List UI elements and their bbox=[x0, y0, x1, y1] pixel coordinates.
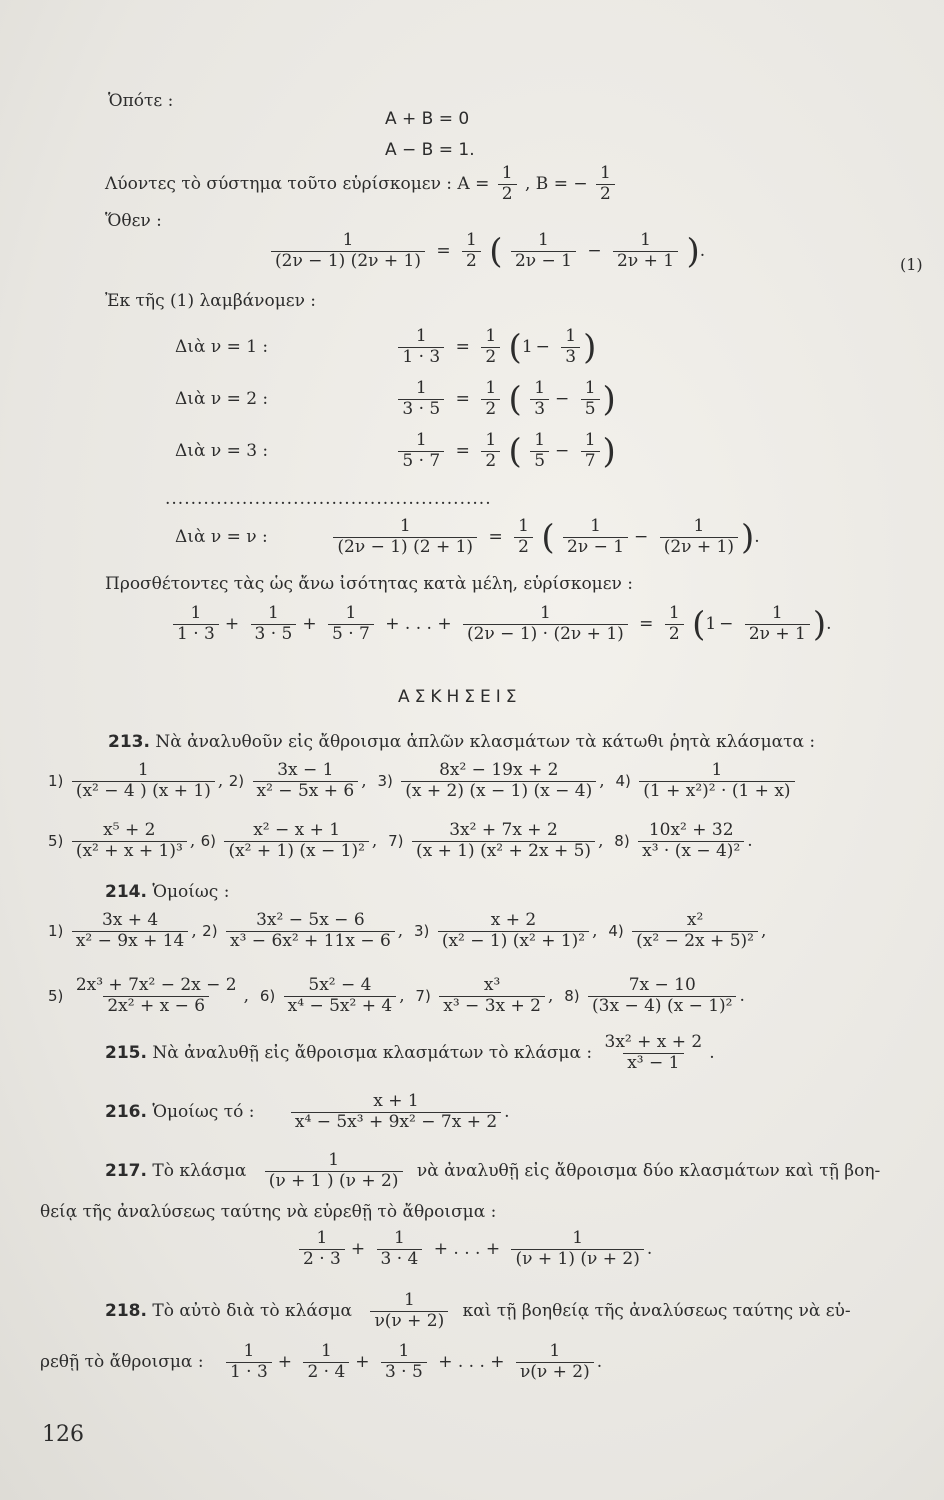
exercise-214-row-1: 1) $\frac{3x + 4}{\text{x² − 9x + 14}}$ , 2) $\frac{\text{3x² − 5x − 6}}{\text{x³ − 6x² + 11x − 6}}$ , 3) $\frac{x + 2}{\text{(x² − 1) (x² + 1)²}}$ , 4) $\frac{\text{x²}}{\text{(x² − 2x + 5)²}}$ , bbox=[48, 910, 767, 951]
sum-term-1 bbox=[173, 605, 219, 644]
exercise-number: 216. bbox=[105, 1101, 147, 1122]
exercise-218-line-1 bbox=[105, 1292, 851, 1331]
exercise-number: 218. bbox=[105, 1300, 147, 1321]
case-fraction bbox=[398, 432, 444, 471]
exercise-text: Νὰ ἀναλυθοῦν εἰς ἄθροισμα ἁπλῶν κλασμάτων τὰ κάτωθι ῥητὰ κλάσματα : bbox=[155, 732, 816, 752]
denominator: x² − 9x + 14 bbox=[72, 931, 189, 951]
item-fraction bbox=[588, 977, 736, 1016]
denominator: (x² + x + 1)³ bbox=[72, 841, 187, 861]
sum-term-n bbox=[516, 1343, 594, 1382]
numerator: 1 bbox=[190, 603, 202, 623]
exercise-text: νὰ ἀναλυθῇ εἰς ἄθροισμα δύο κλασμάτων καὶ τῇ βοη- bbox=[416, 1160, 881, 1181]
exercise-text: Τὸ αὐτὸ διὰ τὸ κλάσμα bbox=[152, 1300, 353, 1321]
denominator: (x + 2) (x − 1) (x − 4) bbox=[401, 781, 596, 801]
denominator: 2ν + 1 bbox=[745, 624, 810, 644]
item-label: 4) bbox=[615, 771, 631, 790]
item-label: 3) bbox=[377, 771, 393, 790]
denominator: 1 · 3 bbox=[226, 1362, 272, 1382]
numerator: 1 bbox=[501, 163, 513, 183]
numerator: 1 bbox=[485, 326, 497, 346]
item-label: 6) bbox=[200, 831, 217, 850]
denominator: (2ν − 1) · (2ν + 1) bbox=[463, 624, 628, 644]
item-label: 1) bbox=[48, 921, 64, 940]
numerator: 1 bbox=[590, 516, 601, 536]
numerator: 1 bbox=[345, 603, 357, 623]
denominator: 2 bbox=[498, 184, 517, 204]
case-label: Διὰ ν = 1 : bbox=[175, 336, 269, 357]
fraction-a bbox=[498, 165, 517, 204]
sum-dots: + . . . + bbox=[438, 1351, 505, 1372]
half-fraction bbox=[462, 232, 481, 271]
fraction-2np1 bbox=[613, 232, 678, 271]
numerator: 7x − 10 bbox=[628, 975, 696, 995]
sum-term-1 bbox=[226, 1343, 272, 1382]
numerator: 1 bbox=[415, 378, 427, 398]
numerator: 1 bbox=[539, 603, 551, 623]
numerator: 3x² + x + 2 bbox=[604, 1032, 703, 1052]
item-fraction bbox=[72, 912, 189, 951]
item-fraction bbox=[72, 977, 241, 1016]
case-label: Διὰ ν = 2 : bbox=[175, 388, 269, 409]
exercise-216: 216. Ὁμοίως τό : $\frac{x + 1}{\text{x⁴ − 5x³ + 9x² − 7x + 2}}$ . bbox=[105, 1091, 510, 1132]
denominator: 5 bbox=[581, 399, 600, 419]
exercise-214-row-2: 5) $\frac{\text{2x³ + 7x² − 2x − 2}}{\text{2x² + x − 6}}$ , 6) $\frac{\text{5x² − 4}}{\text{x⁴ − 5x² + 4}}$ , 7) $\frac{\text{x³}}{\text{x³ − 3x + 2}}$ , 8) $\frac{7x - 10}{\text{(3x − 4) (x − 1)²}}$ . bbox=[48, 975, 745, 1016]
exercise-fraction bbox=[291, 1093, 501, 1132]
case-label: Διὰ ν = 3 : bbox=[175, 440, 269, 461]
fraction-b bbox=[596, 165, 615, 204]
item-fraction bbox=[72, 822, 187, 861]
denominator: x² − 5x + 6 bbox=[253, 781, 359, 801]
numerator: 1 bbox=[640, 230, 651, 250]
sum-term-1 bbox=[299, 1230, 345, 1269]
exercise-number: 213. bbox=[108, 732, 150, 752]
item-fraction bbox=[639, 762, 794, 801]
item-label: 2) bbox=[228, 771, 245, 790]
numerator: 1 bbox=[328, 1150, 340, 1170]
numerator: 1 bbox=[485, 378, 497, 398]
half-fraction bbox=[481, 328, 500, 367]
numerator: x⁵ + 2 bbox=[103, 820, 156, 840]
term-fraction bbox=[561, 328, 580, 367]
denominator: 2 bbox=[665, 624, 684, 644]
case-row: Διὰ ν = 2 : $\frac{1}{3 \cdot 5}$ = $\frac{1}{2}$ ( $\frac{1}{3}$ − $\frac{1}{5}$ ) bbox=[175, 378, 616, 420]
numerator: 1 bbox=[485, 430, 497, 450]
exercise-text: καὶ τῇ βοηθείᾳ τῆς ἀναλύσεως ταύτης νὰ εὑ- bbox=[462, 1300, 851, 1321]
denominator: (1 + x²)² · (1 + x) bbox=[639, 781, 794, 801]
exercise-text: Ὁμοίως : bbox=[152, 882, 230, 902]
numerator: 1 bbox=[584, 430, 596, 450]
exercise-213-row-2: 5) $\frac{\text{x⁵ + 2}}{\text{(x² + x + 1)³}}$ , 6) $\frac{\text{x² − x + 1}}{\text{(x² + 1) (x − 1)²}}$ , 7) $\frac{\text{3x² + 7x + 2}}{\text{(x + 1) (x² + 2x + 5)}}$ , 8) $\frac{\text{10x² + 32}}{\text{x³ · (x − 4)²}}$ . bbox=[48, 820, 753, 861]
sum-term-3 bbox=[328, 605, 374, 644]
numerator: 1 bbox=[316, 1228, 328, 1248]
exercise-213-row-1: 1) $\frac{1}{\text{(x² − 4 ) (x + 1)}}$ , 2) $\frac{3x - 1}{\text{x² − 5x + 6}}$ , 3) $\frac{\text{8x² − 19x + 2}}{(x + 2) (x - 1) (x - 4)}$ , 4) $\frac{1}{\text{(1 + x²)² · (1 + x)}}$ bbox=[48, 762, 798, 801]
denominator: (ν + 1) (ν + 2) bbox=[511, 1249, 643, 1269]
denominator: 2 bbox=[462, 251, 481, 271]
item-fraction bbox=[438, 912, 589, 951]
denominator: 7 bbox=[581, 451, 600, 471]
denominator: 2 bbox=[514, 537, 533, 557]
numerator: 1 bbox=[399, 516, 411, 536]
sum-dots: + . . . + bbox=[433, 1238, 501, 1259]
numerator: 1 bbox=[466, 230, 477, 250]
numerator: 3x + 4 bbox=[101, 910, 159, 930]
numerator: 1 bbox=[415, 326, 427, 346]
term-fraction-b bbox=[581, 432, 600, 471]
exercise-213-heading bbox=[108, 733, 815, 752]
exercise-number: 214. bbox=[105, 882, 147, 902]
page-number: 126 bbox=[42, 1422, 84, 1447]
case-row-n: Διὰ ν = ν : $\frac{1}{(2\nu - 1) (2 + 1)}$ = $\frac{1}{2}$ ( $\frac{1}{2\nu - 1}$ − $\frac{1}{(2\nu + 1)}$ ). bbox=[175, 516, 760, 558]
sum-term-2 bbox=[251, 605, 297, 644]
half-fraction bbox=[481, 380, 500, 419]
b-eq-text: , B = − bbox=[525, 173, 588, 194]
denominator: (ν + 1 ) (ν + 2) bbox=[265, 1171, 403, 1191]
denominator: (x + 1) (x² + 2x + 5) bbox=[412, 841, 595, 861]
denominator: 2x² + x − 6 bbox=[103, 996, 209, 1016]
denominator: 1 · 3 bbox=[398, 347, 444, 367]
opote-text: Ὁπότε : bbox=[108, 91, 174, 111]
item-fraction bbox=[72, 762, 215, 801]
case-fraction bbox=[398, 328, 444, 367]
denominator: (2ν − 1) (2ν + 1) bbox=[271, 251, 425, 271]
term-fraction-a bbox=[530, 380, 549, 419]
denominator: x⁴ − 5x² + 4 bbox=[284, 996, 397, 1016]
numerator: 1 bbox=[394, 1228, 405, 1248]
denominator: (x² − 2x + 5)² bbox=[632, 931, 758, 951]
identity-1: $\frac{1}{(2\nu - 1) (2\nu + 1)}$ = $\frac{1}{2}$ ( $\frac{1}{2\nu - 1}$ − $\frac{1}{2\nu + 1}$ ). bbox=[268, 232, 705, 271]
numerator: 10x² + 32 bbox=[648, 820, 734, 840]
equation-a-minus-b: A − B = 1. bbox=[385, 140, 475, 160]
numerator: 2x³ + 7x² − 2x − 2 bbox=[75, 975, 237, 995]
numerator: 1 bbox=[320, 1341, 332, 1361]
numerator: 1 bbox=[549, 1341, 561, 1361]
exercise-text: Ὁμοίως τό : bbox=[152, 1101, 255, 1122]
term-fraction-b bbox=[581, 380, 600, 419]
case-fraction bbox=[398, 380, 444, 419]
half-fraction bbox=[481, 432, 500, 471]
exercise-fraction bbox=[601, 1034, 707, 1073]
numerator: 5x² − 4 bbox=[308, 975, 372, 995]
numerator: 1 bbox=[403, 1290, 415, 1310]
denominator: (2ν − 1) (2 + 1) bbox=[333, 537, 477, 557]
denominator: 3 · 5 bbox=[398, 399, 444, 419]
denominator: 2 bbox=[481, 347, 500, 367]
denominator: (x² − 4 ) (x + 1) bbox=[72, 781, 215, 801]
denominator: x³ − 1 bbox=[623, 1053, 683, 1073]
denominator: (x² − 1) (x² + 1)² bbox=[438, 931, 589, 951]
denominator: 2 · 3 bbox=[299, 1249, 345, 1269]
item-fraction bbox=[632, 912, 758, 951]
lyontes-text: Λύοντες τὸ σύστημα τοῦτο εὑρίσκομεν : A = bbox=[105, 173, 490, 194]
numerator: 1 bbox=[538, 230, 549, 250]
denominator: 5 · 7 bbox=[398, 451, 444, 471]
term-fraction-a bbox=[530, 432, 549, 471]
numerator: 1 bbox=[572, 1228, 584, 1248]
numerator: 1 bbox=[268, 603, 279, 623]
othen-text: Ὅθεν : bbox=[105, 211, 162, 231]
item-fraction bbox=[412, 822, 595, 861]
section-title-askiseis: ΑΣΚΗΣΕΙΣ bbox=[398, 687, 522, 707]
item-fraction bbox=[226, 912, 395, 951]
numerator: 1 bbox=[534, 378, 546, 398]
numerator: 1 bbox=[398, 1341, 410, 1361]
denominator: 3 · 5 bbox=[381, 1362, 427, 1382]
exercise-text: Νὰ ἀναλυθῇ εἰς ἄθροισμα κλασμάτων τὸ κλάσμα : bbox=[152, 1042, 593, 1063]
item-label: 7) bbox=[415, 986, 431, 1005]
numerator: 1 bbox=[137, 760, 149, 780]
numerator: 1 bbox=[534, 430, 546, 450]
item-fraction bbox=[638, 822, 744, 861]
denominator: 3 bbox=[530, 399, 549, 419]
denominator: 3 · 4 bbox=[377, 1249, 423, 1269]
numerator: 1 bbox=[584, 378, 596, 398]
denominator: 2ν − 1 bbox=[511, 251, 576, 271]
exercise-217-line-2: θείᾳ τῆς ἀναλύσεως ταύτης νὰ εὑρεθῇ τὸ ἄθροισμα : bbox=[40, 1202, 497, 1222]
denominator: 3 bbox=[561, 347, 580, 367]
item-label: 5) bbox=[48, 831, 64, 850]
exercise-217-line-1 bbox=[105, 1152, 880, 1191]
half-fraction bbox=[514, 518, 533, 557]
denominator: 1 · 3 bbox=[173, 624, 219, 644]
item-fraction bbox=[284, 977, 397, 1016]
sum-term-n bbox=[463, 605, 628, 644]
numerator: x³ bbox=[483, 975, 501, 995]
case-row: Διὰ ν = 3 : $\frac{1}{5 \cdot 7}$ = $\frac{1}{2}$ ( $\frac{1}{5}$ − $\frac{1}{7}$ ) bbox=[175, 430, 616, 472]
sum-term-2 bbox=[377, 1230, 423, 1269]
exercise-number: 215. bbox=[105, 1042, 147, 1063]
term-one: 1 bbox=[521, 336, 533, 357]
numerator: 8x² − 19x + 2 bbox=[439, 760, 559, 780]
exercise-text: Τὸ κλάσμα bbox=[152, 1160, 247, 1181]
main-fraction bbox=[271, 232, 425, 271]
numerator: 3x² − 5x − 6 bbox=[256, 910, 365, 930]
solution-line bbox=[105, 165, 618, 204]
numerator: 1 bbox=[693, 516, 705, 536]
term-fraction-b bbox=[660, 518, 738, 557]
item-fraction bbox=[439, 977, 545, 1016]
denominator: x³ · (x − 4)² bbox=[638, 841, 744, 861]
term-one: 1 bbox=[705, 613, 717, 634]
denominator: 2ν + 1 bbox=[613, 251, 678, 271]
case-row: Διὰ ν = 1 : $\frac{1}{1 \cdot 3}$ = $\frac{1}{2}$ (1 − $\frac{1}{3}$ ) bbox=[175, 326, 597, 368]
numerator: x² bbox=[686, 910, 704, 930]
denominator: x³ − 6x² + 11x − 6 bbox=[226, 931, 395, 951]
item-fraction bbox=[401, 762, 596, 801]
numerator: 1 bbox=[668, 603, 680, 623]
numerator: 1 bbox=[771, 603, 783, 623]
item-fraction bbox=[253, 762, 359, 801]
denominator: 5 bbox=[530, 451, 549, 471]
exercise-text: ρεθῇ τὸ ἄθροισμα : bbox=[40, 1351, 204, 1372]
denominator: 3 · 5 bbox=[251, 624, 297, 644]
item-label: 7) bbox=[388, 831, 404, 850]
equation-a-plus-b: A + B = 0 bbox=[385, 109, 470, 129]
half-fraction bbox=[665, 605, 684, 644]
denominator: 2 · 4 bbox=[303, 1362, 349, 1382]
numerator: 1 bbox=[565, 326, 577, 346]
numerator: x² − x + 1 bbox=[253, 820, 341, 840]
fraction-2nm1 bbox=[511, 232, 576, 271]
numerator: 1 bbox=[342, 230, 354, 250]
denominator: x⁴ − 5x³ + 9x² − 7x + 2 bbox=[291, 1112, 501, 1132]
numerator: 1 bbox=[518, 516, 529, 536]
case-fraction bbox=[333, 518, 477, 557]
denominator: ν(ν + 2) bbox=[370, 1311, 448, 1331]
prosthetontes-text: Προσθέτοντες τὰς ὡς ἄνω ἰσότητας κατὰ μέλη, εὑρίσκομεν : bbox=[105, 574, 633, 594]
denominator: (3x − 4) (x − 1)² bbox=[588, 996, 736, 1016]
equation-number: (1) bbox=[900, 255, 923, 274]
sum-identity: $\frac{1}{1 \cdot 3}$ + $\frac{1}{3 \cdot 5}$ + $\frac{1}{5 \cdot 7}$ + . . . + $\frac{1}{(2\nu - 1) \cdot (2\nu + 1)}$ = $\frac{1}{2}$ (1 − $\frac{1}{2\nu + 1}$ ). bbox=[170, 605, 832, 644]
numerator: x + 2 bbox=[490, 910, 537, 930]
item-label: 5) bbox=[48, 986, 64, 1005]
numerator: 1 bbox=[711, 760, 723, 780]
exercise-217-sum: $\frac{1}{2 \cdot 3}$ + $\frac{1}{3 \cdot 4}$ + . . . + $\frac{1}{(\nu + 1) (\nu + 2)}$ . bbox=[296, 1230, 652, 1269]
ek-text: Ἐκ τῆς (1) λαμβάνομεν : bbox=[105, 291, 317, 311]
denominator: 2 bbox=[481, 399, 500, 419]
numerator: 1 bbox=[600, 163, 611, 183]
item-label: 2) bbox=[202, 921, 218, 940]
numerator: 3x² + 7x + 2 bbox=[449, 820, 558, 840]
sum-dots: + . . . + bbox=[385, 613, 452, 634]
denominator: x³ − 3x + 2 bbox=[439, 996, 545, 1016]
numerator: 3x − 1 bbox=[277, 760, 334, 780]
numerator: 1 bbox=[243, 1341, 255, 1361]
dotted-separator: ................................................... bbox=[165, 489, 492, 509]
denominator: 2 bbox=[481, 451, 500, 471]
exercise-214-heading bbox=[105, 883, 229, 902]
case-label: Διὰ ν = ν : bbox=[175, 526, 268, 547]
item-label: 4) bbox=[608, 921, 624, 940]
rhs-fraction bbox=[745, 605, 810, 644]
sum-term-n bbox=[511, 1230, 643, 1269]
denominator: 2ν − 1 bbox=[563, 537, 628, 557]
sum-term-2 bbox=[303, 1343, 349, 1382]
exercise-fraction bbox=[265, 1152, 403, 1191]
item-label: 1) bbox=[48, 771, 64, 790]
denominator: ν(ν + 2) bbox=[516, 1362, 594, 1382]
exercise-number: 217. bbox=[105, 1160, 147, 1181]
sum-term-3 bbox=[381, 1343, 427, 1382]
item-label: 8) bbox=[614, 831, 630, 850]
exercise-215: 215. Νὰ ἀναλυθῇ εἰς ἄθροισμα κλασμάτων τὸ κλάσμα : $\frac{\text{3x² + x + 2}}{\text{x³ − 1}}$ . bbox=[105, 1032, 715, 1073]
item-label: 3) bbox=[414, 921, 430, 940]
denominator: (x² + 1) (x − 1)² bbox=[224, 841, 368, 861]
exercise-218-line-2: ρεθῇ τὸ ἄθροισμα : $\frac{1}{1 \cdot 3}$ + $\frac{1}{2 \cdot 4}$ + $\frac{1}{3 \cdot 5}$ + . . . + $\frac{1}{\nu(\nu + 2)}$ . bbox=[40, 1341, 603, 1382]
numerator: 1 bbox=[415, 430, 427, 450]
denominator: (2ν + 1) bbox=[660, 537, 738, 557]
numerator: x + 1 bbox=[373, 1091, 419, 1111]
term-fraction-a bbox=[563, 518, 628, 557]
denominator: 5 · 7 bbox=[328, 624, 374, 644]
denominator: 2 bbox=[596, 184, 615, 204]
item-label: 6) bbox=[259, 986, 276, 1005]
exercise-fraction bbox=[370, 1292, 448, 1331]
item-label: 8) bbox=[564, 986, 580, 1005]
item-fraction bbox=[224, 822, 368, 861]
